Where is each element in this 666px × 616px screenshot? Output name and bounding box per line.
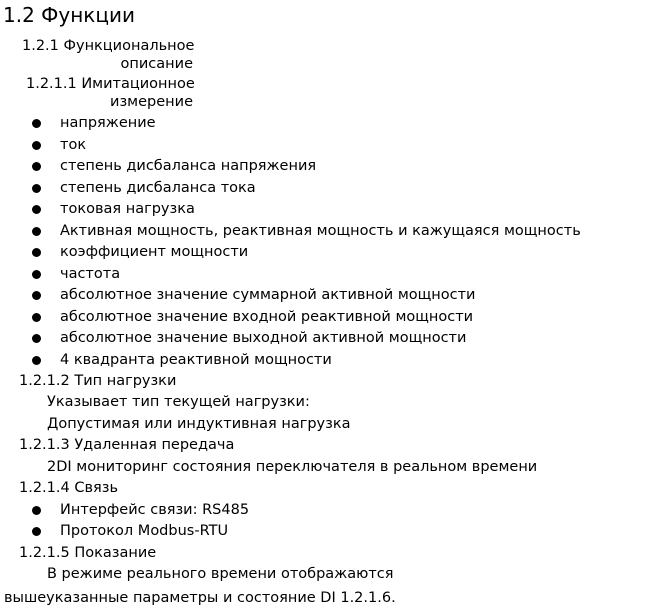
display-heading: 1.2.1.5 Показание (19, 545, 157, 561)
list-item (0, 328, 660, 349)
section-title: 1.2 Функции (3, 3, 135, 27)
bullet-icon (32, 141, 41, 150)
functional-description-heading-line2: описание (120, 56, 193, 72)
list-item-label: абсолютное значение входной реактивной мощности (60, 308, 474, 325)
list-item (0, 521, 660, 542)
display-text-line2: вышеуказанные параметры и состояние DI 1.2.1.6. (4, 590, 396, 606)
list-item (0, 264, 660, 285)
remote-transfer-heading: 1.2.1.3 Удаленная передача (19, 437, 235, 453)
list-item (0, 307, 660, 328)
functional-description-heading-line1: 1.2.1 Функциональное (22, 38, 195, 54)
list-item-label: ток (60, 136, 87, 153)
list-item-label: Интерфейс связи: RS485 (60, 501, 250, 518)
list-item-label: степень дисбаланса тока (60, 179, 256, 196)
bullet-icon (32, 527, 41, 536)
bullet-icon (32, 162, 41, 171)
list-item-label: Протокол Modbus-RTU (60, 523, 229, 539)
communication-heading: 1.2.1.4 Связь (19, 480, 118, 496)
list-item (0, 500, 660, 521)
list-item (0, 113, 660, 134)
list-item-label: степень дисбаланса напряжения (60, 158, 317, 174)
remote-transfer-text: 2DI мониторинг состояния переключателя в реальном времени (47, 459, 538, 475)
bullet-icon (32, 291, 41, 300)
list-item-label: токовая нагрузка (60, 201, 195, 217)
list-item-label: 4 квадранта реактивной мощности (60, 351, 332, 368)
display-text-line1: В режиме реального времени отображаются (47, 566, 394, 582)
list-item (0, 221, 660, 242)
load-type-heading: 1.2.1.2 Тип нагрузки (19, 373, 177, 389)
bullet-icon (32, 227, 41, 236)
simulated-measurement-heading-line2: измерение (110, 94, 193, 110)
list-item-label: напряжение (60, 115, 156, 131)
list-item-label: Активная мощность, реактивная мощность и кажущаяся мощность (60, 222, 581, 239)
list-item (0, 156, 660, 177)
bullet-icon (32, 506, 41, 515)
bullet-icon (32, 334, 41, 343)
list-item-label: частота (60, 265, 121, 282)
simulated-measurement-heading-line1: 1.2.1.1 Имитационное (26, 76, 195, 92)
list-item (0, 199, 660, 220)
list-item-label: абсолютное значение выходной активной мощности (60, 330, 467, 346)
list-item (0, 285, 660, 306)
list-item-label: абсолютное значение суммарной активной мощности (60, 287, 476, 303)
list-item (0, 178, 660, 199)
bullet-icon (32, 119, 41, 128)
bullet-icon (32, 313, 41, 322)
list-item (0, 135, 660, 156)
bullet-icon (32, 184, 41, 193)
list-item (0, 242, 660, 263)
list-item-label: коэффициент мощности (60, 244, 249, 260)
bullet-icon (32, 356, 41, 365)
load-type-text: Указывает тип текущей нагрузки: (47, 394, 310, 410)
bullet-icon (32, 248, 41, 257)
bullet-icon (32, 205, 41, 214)
bullet-icon (32, 270, 41, 279)
load-type-value: Допустимая или индуктивная нагрузка (47, 416, 351, 432)
list-item (0, 350, 660, 371)
